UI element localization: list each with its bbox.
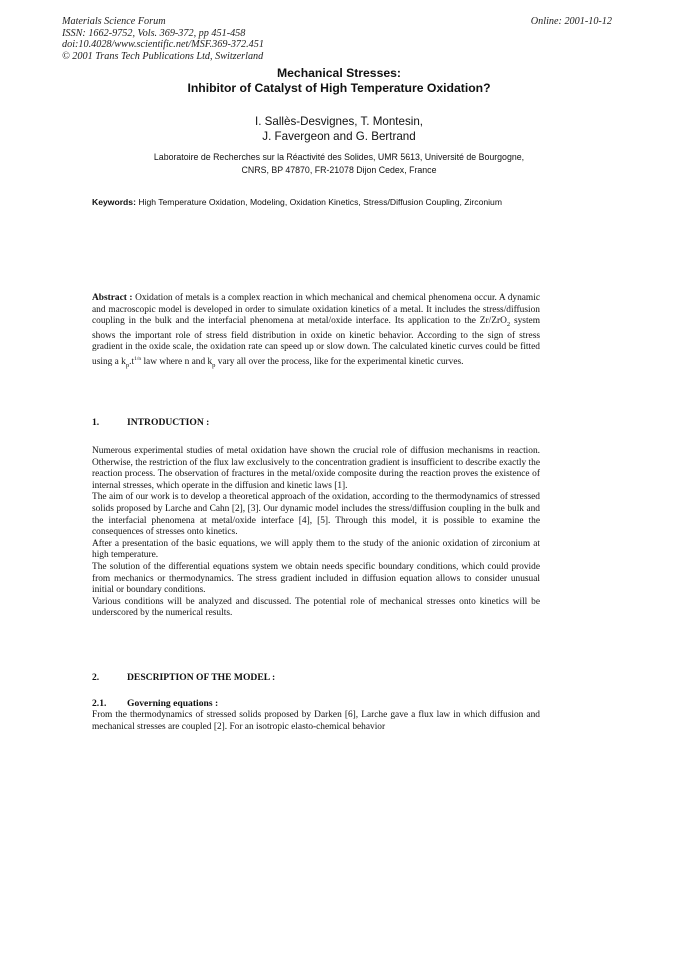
authors-line-1: I. Sallès-Desvignes, T. Montesin,	[255, 115, 423, 128]
issn-line: ISSN: 1662-9752, Vols. 369-372, pp 451-458	[62, 27, 246, 39]
section-1-number: 1.	[92, 417, 100, 428]
abstract-text-3: .t	[129, 356, 135, 367]
doi-line[interactable]: doi:10.4028/www.scientific.net/MSF.369-372.451	[62, 39, 264, 51]
affiliation-line-2: CNRS, BP 47870, FR-21078 Dijon Cedex, France	[241, 164, 437, 175]
online-date: Online: 2001-10-12	[530, 16, 612, 27]
section-1-body	[92, 446, 540, 620]
intro-paragraph: Numerous experimental studies of metal oxidation have shown the crucial role of diffusion mechanisms in reaction. Otherwise, the restriction of the flux law exclusively to the concentration gradient is insufficient to describe exactly the reaction process. The observation of fractures in the metal/oxide composite during the reaction proves the existence of internal stresses, which operate in the diffusion and kinetic laws [1].	[92, 446, 540, 491]
title-line-2: Inhibitor of Catalyst of High Temperature Oxidation?	[187, 81, 491, 95]
intro-paragraph: Various conditions will be analyzed and discussed. The potential role of mechanical stresses onto kinetics will be underscored by the numerical results.	[92, 596, 540, 619]
abstract-sub-2: p	[125, 361, 130, 369]
intro-paragraph: After a presentation of the basic equations, we will apply them to the study of the anionic oxidation of zirconium at high temperature.	[92, 538, 540, 561]
section-2-number: 2.	[92, 672, 100, 683]
journal-header	[62, 16, 264, 62]
abstract-text-5: vary all over the process, like for the experimental kinetic curves.	[215, 356, 464, 367]
abstract-text-4: law where n and k	[141, 356, 213, 367]
section-2-heading	[92, 672, 275, 683]
authors-line-2: J. Favergeon and G. Bertrand	[262, 129, 416, 143]
intro-paragraph: The aim of our work is to develop a theoretical approach of the oxidation, according to the thermodynamics of stressed solids proposed by Larche and Cahn [2], [3]. Our dynamic model includes the stress/diffusion coupling in the bulk and the interfacial phenomena at metal/oxide interface [4], [5]. Through this model, it is possible to examine the consequences of stresses onto kinetics.	[92, 492, 540, 538]
abstract-text-2: system shows the important role of stress field distribution in oxide on kinetic behavior. According to the sign of stress gradient in the oxide scale, the oxidation rate can speed up or slow down. The calculated kinetic curves could be fitted using a k	[92, 316, 540, 367]
section-1-title: INTRODUCTION :	[127, 417, 210, 428]
copyright-line: © 2001 Trans Tech Publications Ltd, Switzerland	[62, 50, 264, 62]
keywords	[92, 197, 544, 209]
title-line-1: Mechanical Stresses:	[277, 66, 401, 80]
abstract-text-1: Oxidation of metals is a complex reaction in which mechanical and chemical phenomena occur. A dynamic and macroscopic model is developed in order to simulate oxidation kinetics of a metal. It includes the stress/diffusion coupling in the bulk and the interfacial phenomena at metal/oxide interface. Its application to the Zr/ZrO	[92, 293, 540, 327]
abstract-separator: :	[126, 293, 136, 303]
section-2-1-body	[92, 710, 540, 733]
abstract-sub-3: p	[212, 361, 216, 369]
intro-paragraph: The solution of the differential equations system we obtain needs specific boundary conditions, which could provide from mechanics or thermodynamics. The stress gradient included in diffusion equation allows to consider unusual initial or boundary conditions.	[92, 561, 540, 596]
affiliation-line-1: Laboratoire de Recherches sur la Réactivité des Solides, UMR 5613, Université de Bourgogne,	[153, 152, 525, 162]
paper-title	[0, 66, 678, 96]
model-paragraph: From the thermodynamics of stressed solids proposed by Darken [6], Larche gave a flux law in which diffusion and mechanical stresses are coupled [2]. For an isotropic elasto-chemical behavior	[92, 710, 540, 732]
section-2-title: DESCRIPTION OF THE MODEL :	[127, 672, 276, 683]
section-2-1-title: Governing equations :	[127, 698, 219, 709]
section-2-1-number: 2.1.	[92, 698, 107, 709]
keywords-label: Keywords:	[92, 197, 136, 207]
abstract-sub-1: 2	[506, 321, 511, 329]
affiliation	[0, 151, 678, 176]
journal-name: Materials Science Forum	[62, 16, 166, 27]
abstract-sup-1: 1/n	[134, 355, 142, 362]
abstract-label: Abstract	[92, 293, 127, 303]
author-list	[0, 115, 678, 144]
keywords-text: High Temperature Oxidation, Modeling, Oxidation Kinetics, Stress/Diffusion Coupling, Zirconium	[135, 197, 502, 207]
abstract	[92, 293, 540, 371]
section-2-1-heading	[92, 698, 218, 709]
section-1-heading	[92, 417, 209, 428]
